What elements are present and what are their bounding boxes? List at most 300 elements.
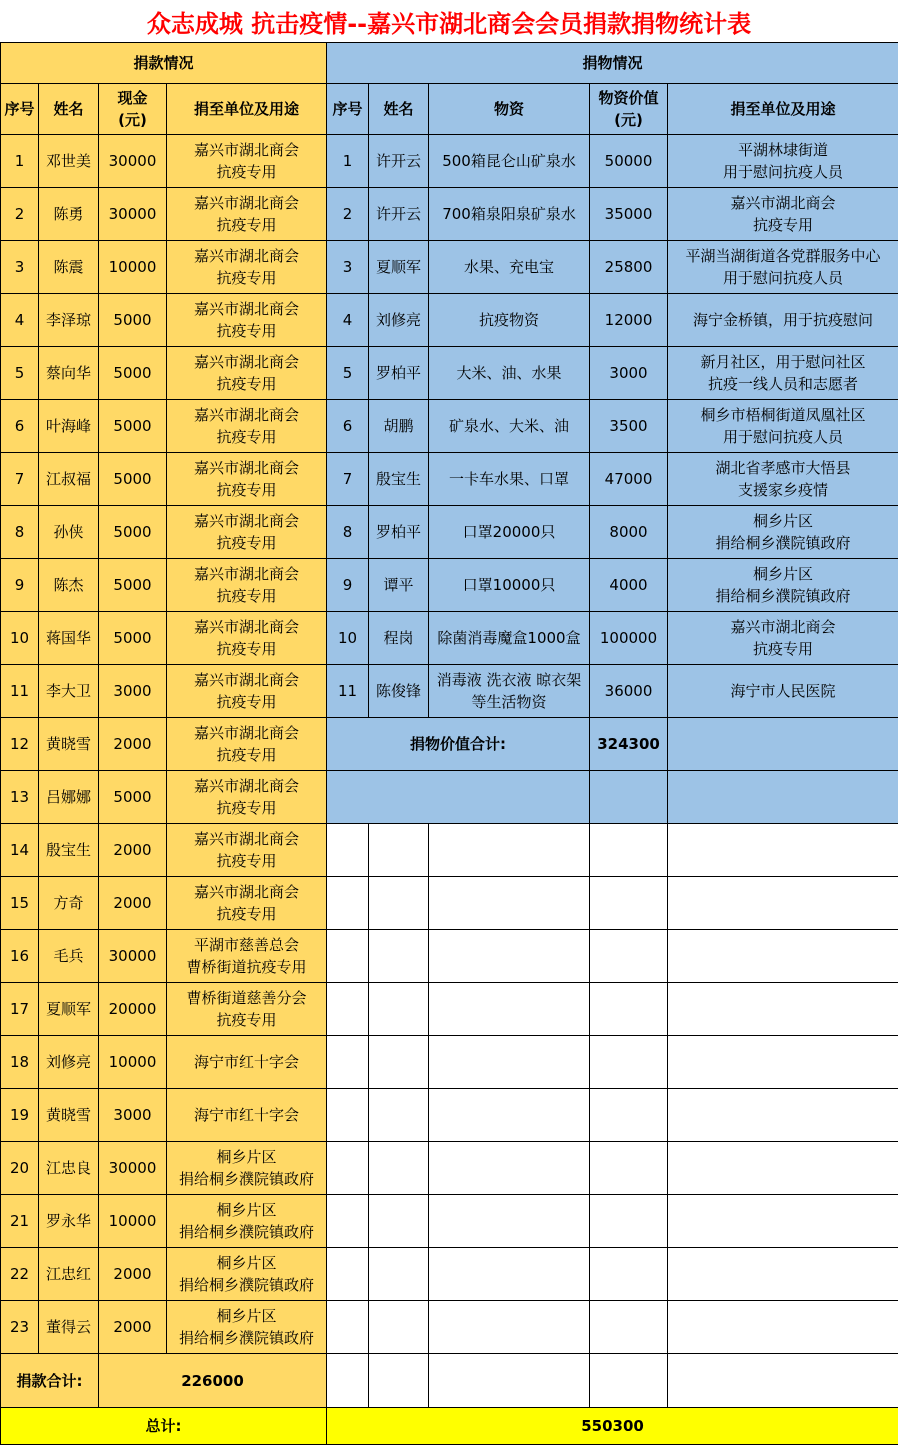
goods-name-cell: 罗柏平 <box>369 506 429 559</box>
cash-purpose-line2: 抗疫专用 <box>216 1011 277 1029</box>
cash-total-label: 捐款合计: <box>1 1354 99 1408</box>
goods-item-line1: 口罩20000只 <box>462 523 556 541</box>
cash-purpose-line1: 嘉兴市湖北商会 <box>194 830 300 848</box>
cash-amount-cell: 5000 <box>99 612 167 665</box>
cash-purpose-line1: 嘉兴市湖北商会 <box>194 247 300 265</box>
cash-amount-cell: 2000 <box>99 718 167 771</box>
cash-name-cell: 江忠良 <box>39 1142 99 1195</box>
cash-name-cell: 罗永华 <box>39 1195 99 1248</box>
goods-value-cell: 3000 <box>590 347 668 400</box>
goods-value-cell: 4000 <box>590 559 668 612</box>
table-row <box>1 294 898 347</box>
empty-cell <box>429 1036 590 1089</box>
goods-no-cell: 4 <box>327 294 369 347</box>
table-row <box>1 665 898 718</box>
goods-purpose-line1: 桐乡片区 <box>753 565 814 583</box>
goods-item-cell <box>429 506 590 559</box>
goods-purpose-line2: 用于慰问抗疫人员 <box>723 163 844 181</box>
empty-cell <box>668 983 898 1036</box>
cash-name-cell: 刘修亮 <box>39 1036 99 1089</box>
goods-col-purpose: 捐至单位及用途 <box>668 84 898 135</box>
cash-purpose-line1: 嘉兴市湖北商会 <box>194 300 300 318</box>
cash-name-cell: 方奇 <box>39 877 99 930</box>
cash-name-cell: 夏顺军 <box>39 983 99 1036</box>
cash-no-cell: 1 <box>1 135 39 188</box>
cash-purpose-line1: 桐乡片区 <box>216 1201 277 1219</box>
cash-name-cell: 蔡向华 <box>39 347 99 400</box>
goods-col-item: 物资 <box>429 84 590 135</box>
goods-blank-cell <box>590 771 668 824</box>
goods-no-cell: 10 <box>327 612 369 665</box>
empty-cell <box>590 824 668 877</box>
goods-purpose-line2: 用于慰问抗疫人员 <box>723 269 844 287</box>
cash-col-amount-line2: (元) <box>118 111 147 129</box>
cash-amount-cell: 10000 <box>99 1195 167 1248</box>
cash-amount-cell: 2000 <box>99 1301 167 1354</box>
goods-purpose-line2: 捐给桐乡濮院镇政府 <box>715 534 851 552</box>
cash-name-cell: 邓世美 <box>39 135 99 188</box>
cash-purpose-cell <box>167 824 327 877</box>
cash-name-cell: 李泽琼 <box>39 294 99 347</box>
cash-purpose-line1: 桐乡片区 <box>216 1254 277 1272</box>
table-row <box>1 1195 898 1248</box>
cash-purpose-cell <box>167 1036 327 1089</box>
goods-item-line1: 700箱泉阳泉矿泉水 <box>442 205 576 223</box>
cash-purpose-line2: 捐给桐乡濮院镇政府 <box>179 1170 315 1188</box>
cash-name-cell: 吕娜娜 <box>39 771 99 824</box>
cash-name-cell: 孙侠 <box>39 506 99 559</box>
cash-no-cell: 18 <box>1 1036 39 1089</box>
goods-no-cell: 9 <box>327 559 369 612</box>
donation-table <box>0 42 898 1445</box>
table-row <box>1 400 898 453</box>
cash-purpose-line1: 嘉兴市湖北商会 <box>194 671 300 689</box>
goods-no-cell: 2 <box>327 188 369 241</box>
goods-purpose-line2: 支援家乡疫情 <box>738 481 829 499</box>
goods-item-cell <box>429 453 590 506</box>
cash-purpose-line2: 抗疫专用 <box>216 163 277 181</box>
cash-name-cell: 陈杰 <box>39 559 99 612</box>
goods-no-cell: 8 <box>327 506 369 559</box>
empty-cell <box>369 1354 429 1408</box>
goods-no-cell: 6 <box>327 400 369 453</box>
cash-purpose-line2: 抗疫专用 <box>216 375 277 393</box>
goods-value-cell: 25800 <box>590 241 668 294</box>
empty-cell <box>668 824 898 877</box>
cash-purpose-line2: 抗疫专用 <box>216 534 277 552</box>
goods-col-value-line1: 物资价值 <box>598 89 659 107</box>
cash-no-cell: 22 <box>1 1248 39 1301</box>
goods-item-cell <box>429 347 590 400</box>
goods-name-cell: 程岗 <box>369 612 429 665</box>
cash-purpose-line1: 曹桥街道慈善分会 <box>186 989 307 1007</box>
empty-cell <box>668 1301 898 1354</box>
goods-purpose-cell <box>668 400 898 453</box>
cash-amount-cell: 3000 <box>99 1089 167 1142</box>
cash-purpose-cell <box>167 294 327 347</box>
cash-col-name: 姓名 <box>39 84 99 135</box>
cash-no-cell: 6 <box>1 400 39 453</box>
goods-purpose-cell <box>668 188 898 241</box>
goods-name-cell: 殷宝生 <box>369 453 429 506</box>
cash-purpose-cell <box>167 347 327 400</box>
empty-cell <box>429 930 590 983</box>
cash-purpose-cell <box>167 400 327 453</box>
cash-amount-cell: 2000 <box>99 1248 167 1301</box>
cash-purpose-cell <box>167 135 327 188</box>
empty-cell <box>590 1142 668 1195</box>
cash-purpose-cell <box>167 188 327 241</box>
cash-purpose-line1: 桐乡片区 <box>216 1148 277 1166</box>
cash-purpose-line2: 抗疫专用 <box>216 799 277 817</box>
cash-purpose-line1: 嘉兴市湖北商会 <box>194 724 300 742</box>
goods-item-line1: 口罩10000只 <box>462 576 556 594</box>
cash-purpose-cell <box>167 612 327 665</box>
cash-amount-cell: 5000 <box>99 506 167 559</box>
cash-name-cell: 江叔福 <box>39 453 99 506</box>
table-row <box>1 1089 898 1142</box>
cash-purpose-line2: 抗疫专用 <box>216 746 277 764</box>
cash-name-cell: 叶海峰 <box>39 400 99 453</box>
goods-purpose-cell <box>668 135 898 188</box>
cash-purpose-line2: 抗疫专用 <box>216 216 277 234</box>
empty-cell <box>590 930 668 983</box>
cash-amount-cell: 2000 <box>99 877 167 930</box>
goods-no-cell: 5 <box>327 347 369 400</box>
cash-col-amount-line1: 现金 <box>117 89 148 107</box>
table-row <box>1 930 898 983</box>
empty-cell <box>429 1195 590 1248</box>
cash-purpose-line1: 桐乡片区 <box>216 1307 277 1325</box>
cash-col-amount <box>99 84 167 135</box>
table-row <box>1 453 898 506</box>
cash-purpose-line2: 捐给桐乡濮院镇政府 <box>179 1276 315 1294</box>
goods-total-value: 324300 <box>590 718 668 771</box>
cash-purpose-line2: 抗疫专用 <box>216 640 277 658</box>
empty-cell <box>369 877 429 930</box>
empty-cell <box>369 824 429 877</box>
goods-purpose-line1: 桐乡市梧桐街道凤凰社区 <box>700 406 866 424</box>
cash-purpose-cell <box>167 1248 327 1301</box>
empty-cell <box>369 930 429 983</box>
empty-cell <box>327 983 369 1036</box>
goods-item-cell <box>429 665 590 718</box>
goods-purpose-line1: 平湖当湖街道各党群服务中心 <box>685 247 881 265</box>
goods-item-cell <box>429 294 590 347</box>
goods-item-line1: 除菌消毒魔盒1000盒 <box>437 629 581 647</box>
table-row <box>1 135 898 188</box>
empty-cell <box>429 1354 590 1408</box>
goods-purpose-cell <box>668 665 898 718</box>
cash-no-cell: 16 <box>1 930 39 983</box>
table-row <box>1 877 898 930</box>
cash-purpose-line2: 抗疫专用 <box>216 322 277 340</box>
cash-no-cell: 21 <box>1 1195 39 1248</box>
empty-cell <box>590 1354 668 1408</box>
empty-cell <box>668 877 898 930</box>
cash-name-cell: 殷宝生 <box>39 824 99 877</box>
goods-purpose-cell <box>668 506 898 559</box>
empty-cell <box>327 824 369 877</box>
cash-amount-cell: 3000 <box>99 665 167 718</box>
cash-amount-cell: 30000 <box>99 1142 167 1195</box>
cash-purpose-cell <box>167 241 327 294</box>
cash-purpose-cell <box>167 930 327 983</box>
goods-name-cell: 谭平 <box>369 559 429 612</box>
empty-cell <box>369 1301 429 1354</box>
cash-total-row <box>1 1354 898 1408</box>
empty-cell <box>327 1036 369 1089</box>
table-row <box>1 1248 898 1301</box>
goods-no-cell: 11 <box>327 665 369 718</box>
goods-item-cell <box>429 400 590 453</box>
goods-value-cell: 12000 <box>590 294 668 347</box>
cash-purpose-line1: 嘉兴市湖北商会 <box>194 406 300 424</box>
cash-purpose-line2: 抗疫专用 <box>216 587 277 605</box>
goods-purpose-line1: 嘉兴市湖北商会 <box>730 194 836 212</box>
empty-cell <box>668 1354 898 1408</box>
cash-purpose-line1: 海宁市红十字会 <box>194 1106 300 1124</box>
cash-no-cell: 4 <box>1 294 39 347</box>
cash-purpose-line2: 捐给桐乡濮院镇政府 <box>179 1329 315 1347</box>
goods-purpose-cell <box>668 347 898 400</box>
goods-name-cell: 陈俊锋 <box>369 665 429 718</box>
goods-purpose-cell <box>668 559 898 612</box>
goods-item-line1: 大米、油、水果 <box>456 364 562 382</box>
cash-col-no: 序号 <box>1 84 39 135</box>
goods-purpose-line2: 用于慰问抗疫人员 <box>723 428 844 446</box>
empty-cell <box>327 1142 369 1195</box>
empty-cell <box>327 1301 369 1354</box>
empty-cell <box>590 1089 668 1142</box>
empty-cell <box>429 824 590 877</box>
goods-purpose-line1: 湖北省孝感市大悟县 <box>715 459 851 477</box>
cash-amount-cell: 2000 <box>99 824 167 877</box>
goods-purpose-line1: 新月社区，用于慰问社区 <box>700 353 866 371</box>
cash-no-cell: 7 <box>1 453 39 506</box>
goods-value-cell: 3500 <box>590 400 668 453</box>
empty-cell <box>429 1301 590 1354</box>
cash-purpose-line2: 抗疫专用 <box>216 852 277 870</box>
goods-item-cell <box>429 612 590 665</box>
goods-item-line1: 抗疫物资 <box>479 311 540 329</box>
grand-total-label: 总计: <box>1 1408 327 1445</box>
empty-cell <box>668 1142 898 1195</box>
goods-total-blank <box>668 718 898 771</box>
goods-item-line1: 水果、充电宝 <box>464 258 555 276</box>
goods-purpose-line1: 海宁金桥镇，用于抗疫慰问 <box>693 311 874 329</box>
empty-cell <box>327 930 369 983</box>
cash-purpose-line2: 抗疫专用 <box>216 481 277 499</box>
table-row <box>1 241 898 294</box>
empty-cell <box>369 1248 429 1301</box>
cash-purpose-line1: 嘉兴市湖北商会 <box>194 618 300 636</box>
goods-section-header: 捐物情况 <box>327 43 898 84</box>
cash-purpose-cell <box>167 506 327 559</box>
cash-name-cell: 陈震 <box>39 241 99 294</box>
cash-amount-cell: 5000 <box>99 400 167 453</box>
goods-name-cell: 胡鹏 <box>369 400 429 453</box>
goods-purpose-line1: 平湖林埭街道 <box>738 141 829 159</box>
empty-cell <box>668 930 898 983</box>
cash-no-cell: 9 <box>1 559 39 612</box>
cash-total-value: 226000 <box>99 1354 327 1408</box>
cash-name-cell: 李大卫 <box>39 665 99 718</box>
empty-cell <box>590 1301 668 1354</box>
cash-purpose-line1: 嘉兴市湖北商会 <box>194 512 300 530</box>
cash-purpose-line1: 嘉兴市湖北商会 <box>194 565 300 583</box>
cash-no-cell: 11 <box>1 665 39 718</box>
cash-purpose-cell <box>167 1142 327 1195</box>
empty-cell <box>668 1036 898 1089</box>
empty-cell <box>429 1248 590 1301</box>
goods-item-cell <box>429 135 590 188</box>
empty-cell <box>590 877 668 930</box>
table-row <box>1 347 898 400</box>
cash-no-cell: 3 <box>1 241 39 294</box>
table-row <box>1 559 898 612</box>
goods-purpose-line2: 捐给桐乡濮院镇政府 <box>715 587 851 605</box>
goods-no-cell: 3 <box>327 241 369 294</box>
cash-purpose-line1: 平湖市慈善总会 <box>194 936 300 954</box>
table-row <box>1 1301 898 1354</box>
cash-purpose-line2: 抗疫专用 <box>216 428 277 446</box>
goods-value-cell: 8000 <box>590 506 668 559</box>
empty-cell <box>429 983 590 1036</box>
cash-no-cell: 15 <box>1 877 39 930</box>
empty-cell <box>590 983 668 1036</box>
goods-purpose-line1: 嘉兴市湖北商会 <box>730 618 836 636</box>
empty-cell <box>668 1089 898 1142</box>
cash-purpose-line1: 嘉兴市湖北商会 <box>194 883 300 901</box>
cash-no-cell: 12 <box>1 718 39 771</box>
goods-col-no: 序号 <box>327 84 369 135</box>
table-row <box>1 188 898 241</box>
cash-amount-cell: 30000 <box>99 930 167 983</box>
goods-purpose-line2: 抗疫专用 <box>753 216 814 234</box>
goods-blank-cell <box>668 771 898 824</box>
goods-purpose-cell <box>668 294 898 347</box>
cash-amount-cell: 5000 <box>99 559 167 612</box>
goods-item-line2: 等生活物资 <box>471 693 547 711</box>
empty-cell <box>369 1089 429 1142</box>
empty-cell <box>327 1248 369 1301</box>
table-row <box>1 771 898 824</box>
goods-item-cell <box>429 241 590 294</box>
cash-purpose-line1: 海宁市红十字会 <box>194 1053 300 1071</box>
empty-cell <box>327 877 369 930</box>
cash-purpose-line2: 抗疫专用 <box>216 269 277 287</box>
cash-amount-cell: 5000 <box>99 453 167 506</box>
cash-no-cell: 5 <box>1 347 39 400</box>
goods-item-line1: 矿泉水、大米、油 <box>449 417 570 435</box>
grand-total-value: 550300 <box>327 1408 898 1445</box>
empty-cell <box>429 1089 590 1142</box>
goods-value-cell: 47000 <box>590 453 668 506</box>
goods-total-label: 捐物价值合计: <box>327 718 590 771</box>
goods-purpose-cell <box>668 453 898 506</box>
empty-cell <box>369 1036 429 1089</box>
goods-col-name: 姓名 <box>369 84 429 135</box>
goods-purpose-line2: 抗疫一线人员和志愿者 <box>708 375 859 393</box>
cash-no-cell: 14 <box>1 824 39 877</box>
empty-cell <box>429 877 590 930</box>
empty-cell <box>369 983 429 1036</box>
goods-item-line1: 一卡车水果、口罩 <box>449 470 570 488</box>
grand-total-row <box>1 1408 898 1445</box>
cash-purpose-line1: 嘉兴市湖北商会 <box>194 141 300 159</box>
empty-cell <box>668 1195 898 1248</box>
empty-cell <box>668 1248 898 1301</box>
cash-amount-cell: 5000 <box>99 294 167 347</box>
goods-item-cell <box>429 188 590 241</box>
cash-name-cell: 黄晓雪 <box>39 718 99 771</box>
cash-amount-cell: 20000 <box>99 983 167 1036</box>
cash-no-cell: 10 <box>1 612 39 665</box>
empty-cell <box>369 1142 429 1195</box>
goods-no-cell: 7 <box>327 453 369 506</box>
cash-no-cell: 8 <box>1 506 39 559</box>
empty-cell <box>590 1195 668 1248</box>
goods-col-value-line2: (元) <box>614 111 643 129</box>
cash-purpose-line2: 抗疫专用 <box>216 905 277 923</box>
table-row <box>1 506 898 559</box>
cash-purpose-line2: 抗疫专用 <box>216 693 277 711</box>
goods-col-value <box>590 84 668 135</box>
goods-name-cell: 刘修亮 <box>369 294 429 347</box>
cash-name-cell: 黄晓雪 <box>39 1089 99 1142</box>
cash-amount-cell: 30000 <box>99 188 167 241</box>
goods-blank-cell <box>327 771 590 824</box>
empty-cell <box>429 1142 590 1195</box>
cash-no-cell: 19 <box>1 1089 39 1142</box>
cash-amount-cell: 10000 <box>99 241 167 294</box>
cash-amount-cell: 5000 <box>99 771 167 824</box>
cash-no-cell: 17 <box>1 983 39 1036</box>
cash-purpose-line1: 嘉兴市湖北商会 <box>194 194 300 212</box>
sheet-title: 众志成城 抗击疫情--嘉兴市湖北商会会员捐款捐物统计表 <box>146 9 752 38</box>
goods-purpose-line1: 桐乡片区 <box>753 512 814 530</box>
cash-amount-cell: 5000 <box>99 347 167 400</box>
goods-name-cell: 许开云 <box>369 135 429 188</box>
cash-purpose-cell <box>167 665 327 718</box>
cash-name-cell: 毛兵 <box>39 930 99 983</box>
table-row <box>1 983 898 1036</box>
empty-cell <box>327 1089 369 1142</box>
table-row <box>1 612 898 665</box>
goods-no-cell: 1 <box>327 135 369 188</box>
cash-purpose-cell <box>167 718 327 771</box>
table-row <box>1 824 898 877</box>
cash-col-purpose: 捐至单位及用途 <box>167 84 327 135</box>
cash-name-cell: 蒋国华 <box>39 612 99 665</box>
cash-purpose-line1: 嘉兴市湖北商会 <box>194 777 300 795</box>
cash-name-cell: 陈勇 <box>39 188 99 241</box>
cash-no-cell: 23 <box>1 1301 39 1354</box>
cash-purpose-cell <box>167 559 327 612</box>
cash-purpose-cell <box>167 983 327 1036</box>
cash-name-cell: 江忠红 <box>39 1248 99 1301</box>
cash-purpose-line2: 捐给桐乡濮院镇政府 <box>179 1223 315 1241</box>
cash-purpose-cell <box>167 877 327 930</box>
goods-name-cell: 许开云 <box>369 188 429 241</box>
empty-cell <box>590 1036 668 1089</box>
goods-name-cell: 罗柏平 <box>369 347 429 400</box>
cash-purpose-cell <box>167 1195 327 1248</box>
table-row <box>1 1036 898 1089</box>
goods-value-cell: 36000 <box>590 665 668 718</box>
goods-purpose-cell <box>668 241 898 294</box>
